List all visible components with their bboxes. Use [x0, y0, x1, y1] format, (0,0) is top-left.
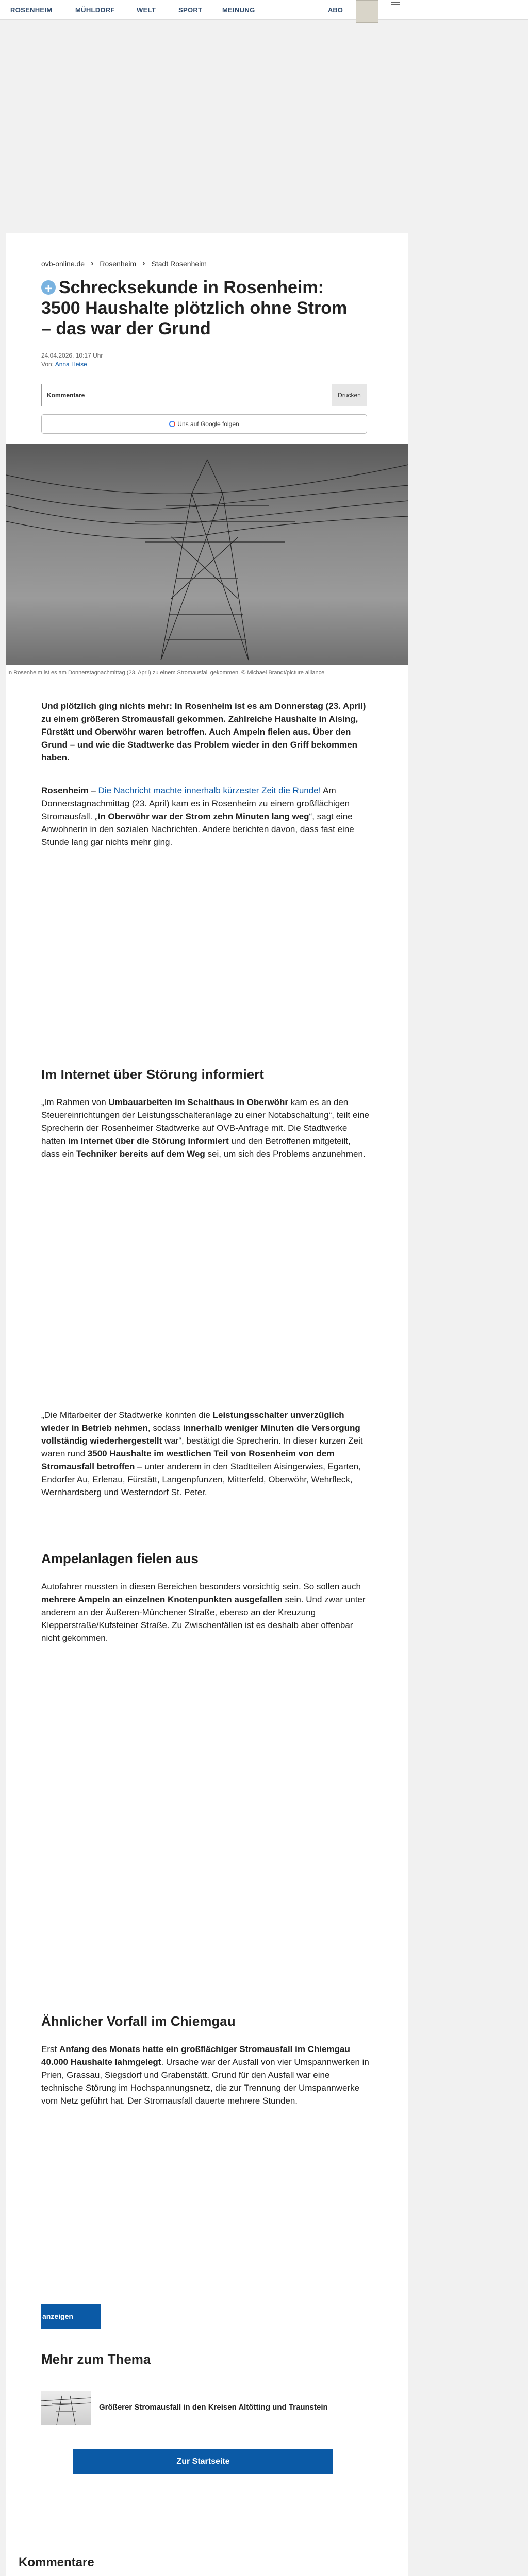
text: – unter anderem in den Stadtteilen Aisingerwies, Egarten, Endorfer Au, Erlenau, Fürstätt, Langenpfunzen, Mitterfeld, Oberwöhr, Wehrfleck, Wernhardsberg und Westerndorf St. Peter.: [41, 1462, 361, 1497]
bold-text: im Internet über die Störung informiert: [68, 1136, 229, 1146]
bold-text: In Oberwöhr war der Strom zehn Minuten lang weg: [97, 811, 309, 821]
bold-text: Techniker bereits auf dem Weg: [76, 1149, 205, 1159]
chevron-right-icon: ›: [91, 259, 94, 268]
author-link[interactable]: Anna Heise: [55, 361, 87, 368]
headline-text: Schrecksekunde in Rosenheim: 3500 Haushalte plötzlich ohne Strom – das war der Grund: [41, 278, 348, 338]
dash: –: [88, 786, 98, 795]
google-follow-label: Uns auf Google folgen: [177, 420, 239, 428]
paragraph-3: [41, 1409, 371, 1499]
nav-item-meinung[interactable]: MEINUNG: [222, 6, 255, 14]
nav-item-welt[interactable]: WELT: [137, 6, 156, 14]
page-title: [41, 277, 356, 339]
ad-show-button[interactable]: anzeigen: [41, 2304, 101, 2329]
bold-text: mehrere Ampeln an einzelnen Knotenpunkten ausgefallen: [41, 1595, 283, 1604]
comment-bar: [41, 384, 367, 406]
abo-link[interactable]: ABO: [328, 6, 343, 14]
text: Autofahrer mussten in diesen Bereichen besonders vorsichtig sein. So sollen auch: [41, 1582, 361, 1591]
bold-text: innerhalb weniger Minuten die Versorgung vollständig wiederhergestellt: [41, 1423, 360, 1446]
related-title: Größerer Stromausfall in den Kreisen Altötting und Traunstein: [99, 2403, 328, 2412]
paragraph-4: [41, 1580, 371, 1645]
related-thumbnail: [41, 2391, 91, 2425]
related-article[interactable]: [41, 2384, 366, 2431]
pylon-thumbnail-icon: [41, 2391, 91, 2425]
location-tag: Rosenheim: [41, 786, 89, 795]
text: und den Betroffenen mitgeteilt, dass ein: [41, 1136, 351, 1159]
google-icon: [169, 421, 175, 427]
hero-image: [6, 444, 408, 665]
nav-item-muehldorf[interactable]: MÜHLDORF: [75, 6, 115, 14]
paragraph-5: [41, 2043, 371, 2107]
text: kam es an den Steuereinrichtungen der Leistungsschalteranlage zu einer Notabschaltung“, teilt eine Sprecherin der Rosenheimer Stadtwerke auf OVB-Anfrage mit. Die Stadtwerke hatten: [41, 1097, 370, 1146]
login-button[interactable]: [356, 0, 378, 23]
inline-link[interactable]: Die Nachricht machte innerhalb kürzester Zeit die Runde!: [98, 786, 321, 795]
article: [6, 233, 408, 2576]
top-navigation: [0, 0, 528, 20]
bold-text: Umbauarbeiten im Schalthaus in Oberwöhr: [108, 1097, 288, 1107]
breadcrumb-home[interactable]: ovb-online.de: [41, 260, 85, 268]
publish-date: 24.04.2026, 10:17 Uhr: [41, 352, 103, 359]
bold-text: 3500 Haushalte im westlichen Teil von Rosenheim von dem Stromausfall betroffen: [41, 1449, 335, 1471]
paragraph-2: [41, 1096, 371, 1160]
paragraph-1: [41, 784, 371, 849]
plus-icon: [41, 280, 56, 295]
comments-heading: Kommentare: [19, 2555, 94, 2569]
text: Erst: [41, 2044, 59, 2054]
text: . Ursache war der Ausfall von vier Umspannwerken in Prien, Grassau, Siegsdorf und Grabenstätt. Grund für den Ausfall war eine technische Störung im Hochspannungsnetz, die zur Trennung der Umspannwerke vom Netz geführt hat. Der Stromausfall dauerte mehrere Stunden.: [41, 2057, 369, 2106]
text: sein. Und zwar unter anderem an der Äußeren-Münchener Straße, ebenso an der Kreuzung Klepperstraße/Kufsteiner Straße. Zu Zwischenfällen ist es deshalb aber offenbar nicht gekommen.: [41, 1595, 366, 1643]
power-pylon-image: [6, 444, 408, 665]
section-heading-chiemgau: Ähnlicher Vorfall im Chiemgau: [41, 2013, 236, 2029]
nav-item-sport[interactable]: SPORT: [178, 6, 203, 14]
breadcrumb: [41, 259, 207, 268]
bold-text: Leistungsschalter unverzüglich wieder in Betrieb nehmen: [41, 1410, 344, 1433]
text: , sodass: [147, 1423, 183, 1433]
text: „Die Mitarbeiter der Stadtwerke konnten die: [41, 1410, 213, 1420]
nav-item-rosenheim[interactable]: ROSENHEIM: [10, 6, 53, 14]
start-page-button[interactable]: Zur Startseite: [73, 2449, 333, 2474]
image-caption: In Rosenheim ist es am Donnerstagnachmittag (23. April) zu einem Stromausfall gekommen. © Michael Brandt/picture alliance: [7, 670, 325, 676]
article-lead: Und plötzlich ging nichts mehr: In Rosenheim ist es am Donnerstag (23. April) zu einem größeren Stromausfall gekommen. Zahlreiche Haushalte in Aising, Fürstätt und Oberwöhr waren betroffen. Auch Ampeln fielen aus. Über den Grund – und wie die Stadtwerke das Problem wieder in den Griff bekommen haben.: [41, 701, 366, 762]
text: Am Donnerstagnachmittag (23. April) kam es in Rosenheim zu einem großflächigen Stromausfall. „: [41, 786, 350, 821]
comments-link[interactable]: Kommentare: [47, 392, 85, 399]
related-heading: Mehr zum Thema: [41, 2351, 151, 2367]
google-follow-button[interactable]: [41, 414, 367, 434]
text: war“, bestätigt die Sprecherin. In dieser kurzen Zeit waren rund: [41, 1436, 363, 1459]
text: “, sagt eine Anwohnerin in den sozialen Nachrichten. Andere berichten davon, dass fast eine Stunde lang gar nichts mehr ging.: [41, 811, 354, 847]
bold-text: Anfang des Monats hatte ein großflächiger Stromausfall im Chiemgau 40.000 Haushalte lahmgelegt: [41, 2044, 350, 2067]
breadcrumb-rosenheim[interactable]: Rosenheim: [100, 260, 137, 268]
section-heading-internet: Im Internet über Störung informiert: [41, 1066, 264, 1082]
section-heading-ampeln: Ampelanlagen fielen aus: [41, 1551, 199, 1566]
text: sei, um sich des Problems anzunehmen.: [205, 1149, 366, 1159]
article-meta: [41, 351, 103, 369]
author-prefix: Von:: [41, 361, 54, 368]
text: „Im Rahmen von: [41, 1097, 109, 1107]
print-button[interactable]: Drucken: [332, 384, 367, 406]
breadcrumb-stadt-rosenheim[interactable]: Stadt Rosenheim: [151, 260, 207, 268]
menu-icon[interactable]: [388, 0, 403, 7]
chevron-right-icon: ›: [142, 259, 145, 268]
